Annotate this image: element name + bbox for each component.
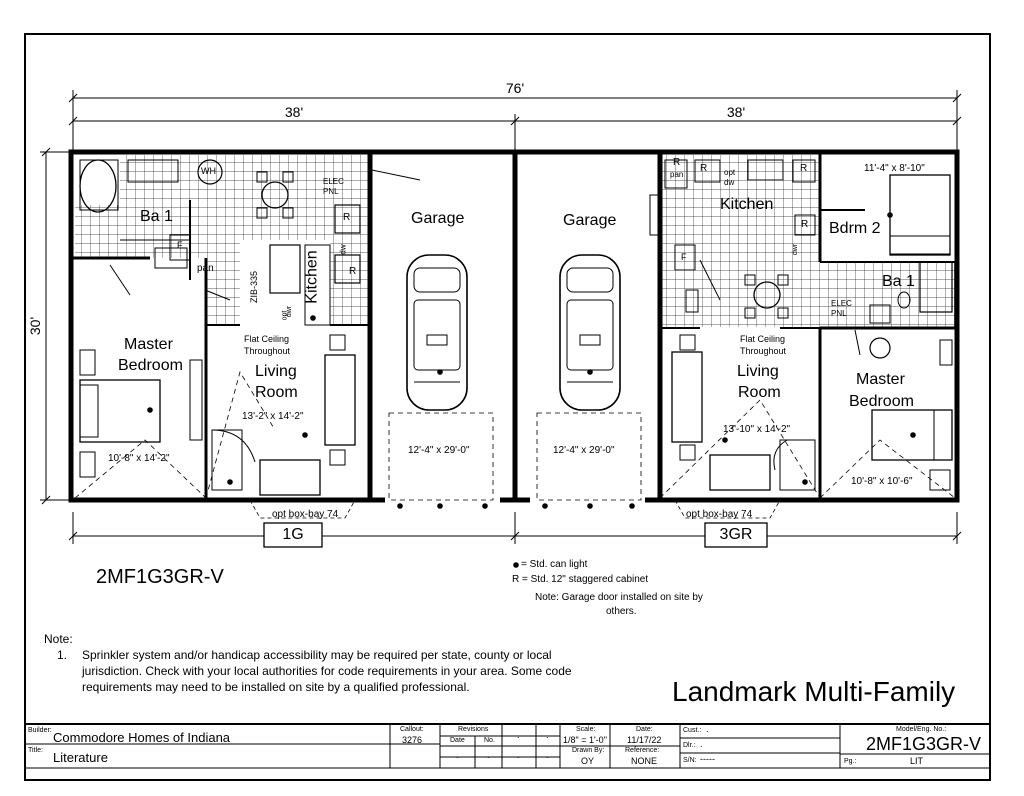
legend-cabinet: R = Std. 12" staggered cabinet (512, 574, 649, 585)
unit-1g-bedroom-label: Bedroom (118, 357, 183, 374)
garage-right (537, 255, 641, 500)
unit-3gr-dwr-label: dwr (792, 243, 800, 256)
unit-1g-zib-label: ZIB-335 (249, 270, 260, 304)
overall-width-dim: 76' (505, 80, 525, 96)
unit-3gr-refrigerator-mark-1: R (673, 157, 681, 168)
sn-value: ----- (700, 754, 715, 764)
unit-1g-pnl-label: PNL (323, 187, 339, 196)
depth-dim: 30' (27, 316, 43, 336)
note-line-1: Sprinkler system and/or handicap accessibility may be required per state, county or local (82, 648, 552, 662)
revisions-dot-1: . (517, 730, 520, 740)
garage-right-dims: 12'-4" x 29'-0" (553, 445, 615, 456)
scale-label: Scale: (576, 726, 596, 733)
revisions-dot-6: . (546, 750, 549, 760)
unit-3gr-opt-label: opt (724, 168, 736, 177)
model-eng-value: 2MF1G3GR-V (866, 734, 982, 754)
garage-left-label: Garage (411, 210, 465, 227)
revisions-no-col: No. (484, 737, 495, 744)
unit-3gr-box-bay-label: opt box-bay 74 (686, 509, 753, 520)
unit-3gr-master-dims: 10'-8" x 10'-6" (851, 476, 913, 487)
unit-3gr-refrigerator-mark-2: R (700, 163, 708, 174)
unit-1g-box-bay-label: opt box-bay 74 (272, 509, 339, 520)
cust-value: . (706, 724, 709, 734)
garage-right-label: Garage (563, 212, 617, 229)
unit-3gr-bdrm2-dims: 11'-4" x 8'-10" (864, 163, 925, 174)
right-width-dim: 38' (726, 104, 746, 120)
unit-1g-water-heater-label: WH (201, 166, 216, 176)
unit-3gr-code: 3GR (719, 526, 753, 543)
unit-3gr-elec-label: ELEC (831, 299, 852, 308)
date-label: Date: (636, 726, 653, 733)
unit-1g-throughout: Throughout (244, 346, 291, 356)
dlr-value: . (700, 739, 703, 749)
drawn-by-value: OY (581, 756, 595, 766)
scale-value: 1/8" = 1'-0" (563, 735, 607, 745)
unit-3gr-master-label: Master (856, 371, 905, 388)
unit-1g-kitchen-label: Kitchen (303, 250, 321, 304)
unit-1g-flat-ceiling: Flat Ceiling (244, 334, 290, 344)
note-number: 1. (57, 648, 68, 662)
legend-can-light: = Std. can light (521, 559, 588, 570)
unit-1g-master-label: Master (124, 336, 173, 353)
revisions-date-col: Date (450, 737, 465, 744)
unit-3gr-throughout: Throughout (740, 346, 787, 356)
note-line-3: requirements may need to be installed on site by a qualified professional. (82, 680, 470, 694)
unit-3gr-kitchen-label: Kitchen (720, 196, 774, 213)
note-heading: Note: (44, 632, 73, 646)
unit-1g-opt-label: opt (281, 310, 289, 321)
unit-1g-dw-label: dw (338, 244, 348, 255)
page-value: LIT (910, 756, 924, 766)
unit-1g-pan-label: pan (197, 263, 214, 274)
garage-left-dims: 12'-4" x 29'-0" (408, 445, 470, 456)
left-width-dim: 38' (284, 104, 304, 120)
drawn-by-label: Drawn By: (572, 747, 605, 754)
can-light-legend-icon (513, 562, 519, 568)
unit-1g-code: 1G (282, 526, 304, 543)
date-value: 11/17/22 (627, 735, 662, 745)
model-code-label: 2MF1G3GR-V (96, 566, 224, 588)
unit-3gr-pnl-label: PNL (831, 309, 847, 318)
revisions-dot-4: . (487, 750, 490, 760)
dlr-label: Dlr.: (683, 742, 696, 749)
revisions-dot-3: . (456, 750, 459, 760)
unit-1g-living-dims: 13'-2" x 14'-2" (242, 411, 304, 422)
title-label: Title: (28, 747, 43, 754)
builder-label: Builder: (28, 727, 52, 734)
revisions-dot-2: . (546, 730, 549, 740)
model-eng-label: Model/Eng. No.: (896, 726, 947, 733)
unit-3gr-refrigerator-mark-4: R (801, 219, 809, 230)
revisions-dot-5: . (517, 750, 520, 760)
unit-1g-room-label: Room (255, 384, 298, 401)
unit-1g-dwr-label: dwr (286, 305, 294, 318)
unit-3gr-flat-ceiling: Flat Ceiling (740, 334, 786, 344)
legend-garage-note-1: Note: Garage door installed on site by (535, 592, 703, 603)
unit-1g-refrigerator-mark-2: R (349, 266, 357, 277)
cust-label: Cust.: (683, 727, 702, 734)
sn-label: S/N: (683, 757, 697, 764)
note-line-2: jurisdiction. Check with your local authorities for code requirements in your area. Some code (82, 664, 572, 678)
unit-3gr-dw-label: dw (724, 178, 735, 187)
unit-3gr-room-label: Room (738, 384, 781, 401)
page-label: Pg.: (844, 758, 857, 765)
unit-1g-bath-label: Ba 1 (140, 208, 173, 225)
unit-1g-living-label: Living (255, 363, 297, 380)
unit-3gr-bdrm2-label: Bdrm 2 (829, 220, 881, 237)
unit-3gr-living-label: Living (737, 363, 779, 380)
title-value: Literature (53, 750, 108, 765)
unit-3gr-living-dims: 13'-10" x 14'-2" (723, 424, 791, 435)
unit-3gr-bath-tile (820, 262, 955, 328)
unit-3gr-pan-label: pan (670, 170, 684, 179)
unit-3gr-bedroom-label: Bedroom (849, 393, 914, 410)
unit-1g-master-dims: 10'-8" x 14'-2" (108, 453, 170, 464)
brand-title: Landmark Multi-Family (672, 676, 956, 707)
unit-1g-elec-label: ELEC (323, 177, 344, 186)
reference-value: NONE (631, 756, 658, 766)
revisions-label: Revisions (458, 726, 489, 733)
callout-label: Callout: (400, 726, 424, 733)
unit-1g-f-mark: F (177, 240, 183, 250)
callout-value: 3276 (402, 735, 423, 745)
legend-garage-note-2: others. (606, 606, 637, 617)
unit-3gr-bath-label: Ba 1 (882, 273, 915, 290)
unit-1g-refrigerator-mark-1: R (343, 212, 351, 223)
unit-3gr-refrigerator-mark-3: R (800, 163, 808, 174)
reference-label: Reference: (625, 747, 660, 754)
unit-3gr-f-mark: F (681, 252, 687, 262)
builder-name: Commodore Homes of Indiana (53, 730, 231, 745)
